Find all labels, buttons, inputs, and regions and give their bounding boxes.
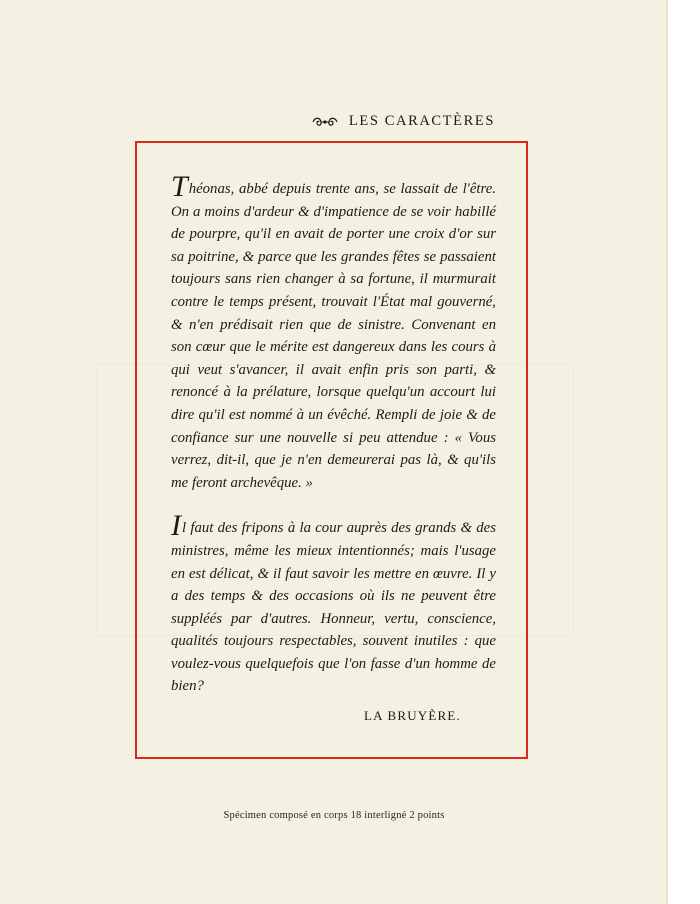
body-text <box>171 170 496 698</box>
drop-cap: I <box>171 509 181 543</box>
page-title: LES CARACTÈRES <box>348 113 495 129</box>
paragraph-text: l faut des fripons à la cour auprès des grands & des ministres, même les mieux intentionnés; mais l'usage en est délicat, & il faut savoir les mettre en œuvre. Il y a des temps & des occasions où ils ne peuvent être suppléés par d'autres. Honneur, vertu, conscience, qualités toujours respectables, souvent inutiles : que voulez-vous quelquefois que l'on fasse d'un homme de bien? <box>171 520 496 695</box>
drop-cap: T <box>171 170 188 203</box>
fleuron-ornament-icon <box>311 116 339 128</box>
author-signature: LA BRUYÈRE. <box>364 708 461 723</box>
paragraph-theonas <box>171 170 496 494</box>
running-header <box>311 113 495 130</box>
paragraph-text: héonas, abbé depuis trente ans, se lassait de l'être. On a moins d'ardeur & d'impatience de se voir habillé de pourpre, qu'il en avait de porter une croix d'or sur sa poitrine, & parce que les grandes fêtes se passaient toujours sans rien changer à sa fortune, il murmurait contre le temps présent, trouvait l'État mal gouverné, & n'en prédisait rien que de sinistre. Convenant en son cœur que le mérite est dangereux dans les cours à qui veut s'avancer, il avait enfin pris son parti, & renoncé à la prélature, lorsque quelqu'un accourt lui dire qu'il est nommé à un évêché. Rempli de joie & de confiance sur une nouvelle si peu attendue : « Vous verrez, dit-il, que je n'en demeurerai pas là, & qu'ils me feront archevêque. » <box>171 181 496 491</box>
paragraph-fripons <box>171 509 496 698</box>
specimen-caption: Spécimen composé en corps 18 interligné 2 points <box>223 810 445 821</box>
